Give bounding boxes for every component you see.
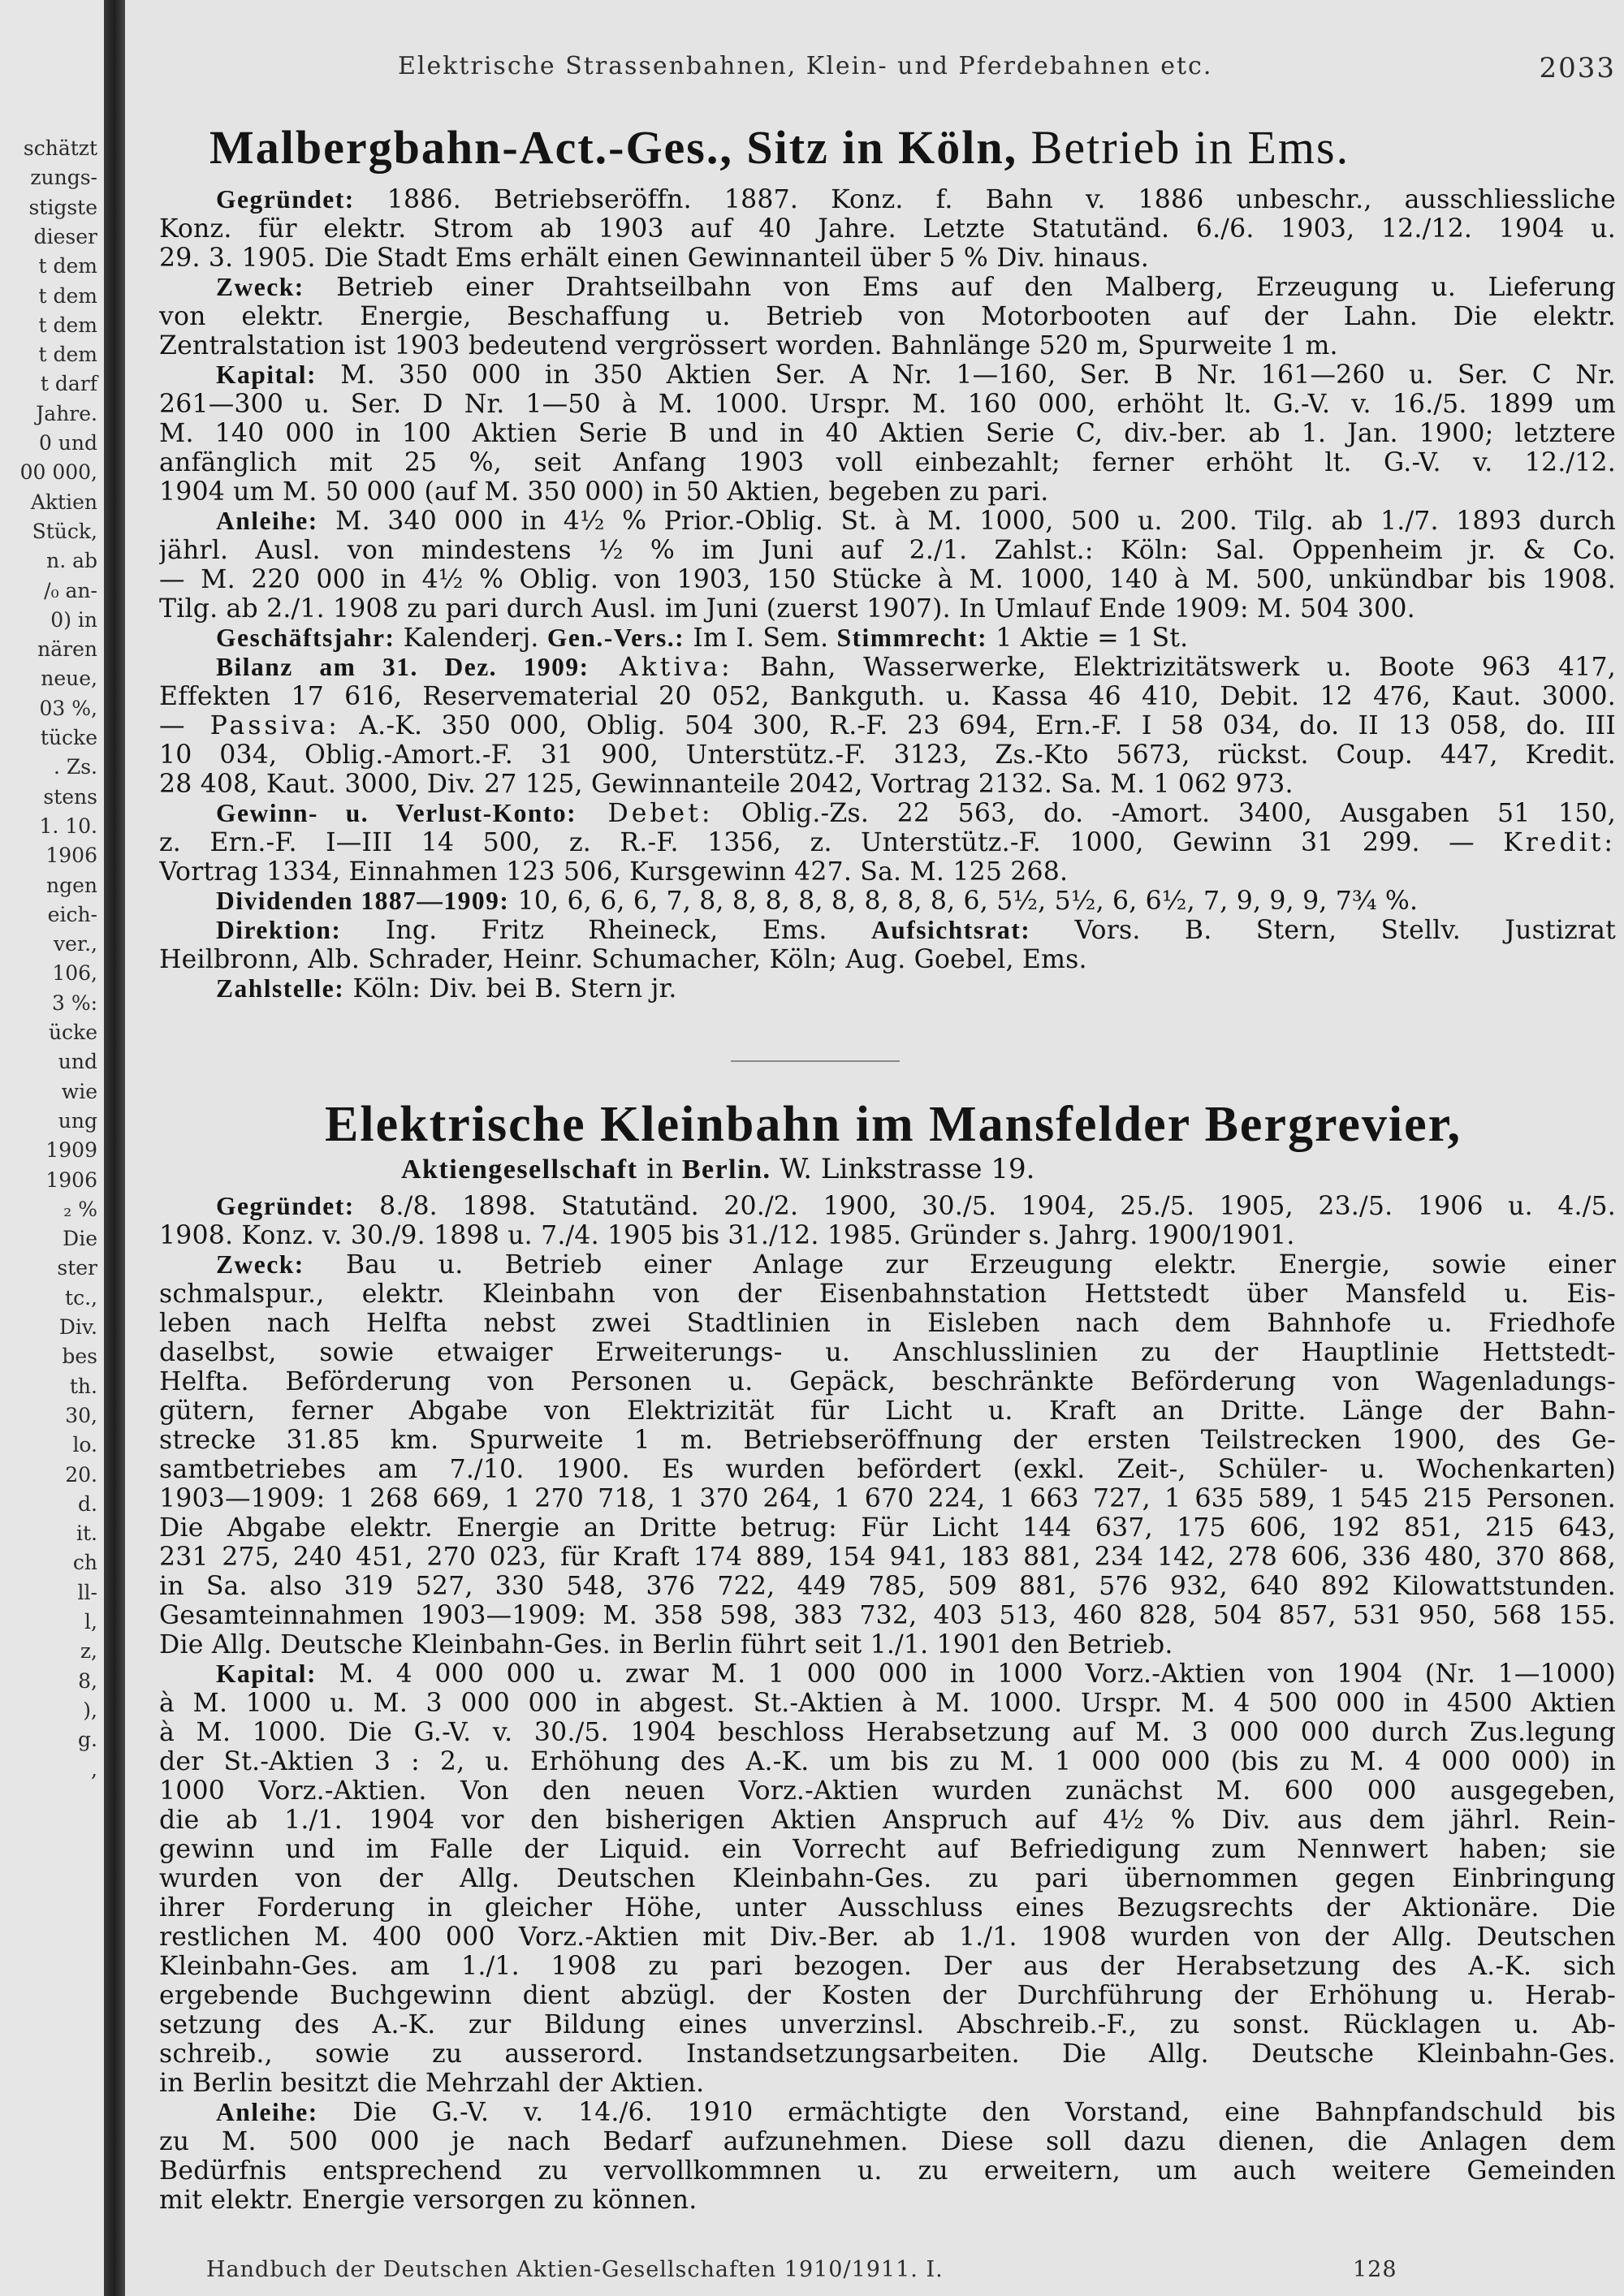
- text-line: [159, 1776, 1616, 1806]
- margin-fragment: Aktien: [30, 490, 97, 514]
- line-text: mit elektr. Energie versorgen zu können.: [159, 2186, 698, 2215]
- text-line: [159, 1952, 1616, 1981]
- line-text: in Sa. also 319 527, 330 548, 376 722, 449 785, 509 881, 576 932, 640 892 Kilowattstunden.: [159, 1572, 1616, 1601]
- margin-fragment: stigste: [28, 195, 97, 219]
- margin-fragment: ster: [57, 1256, 97, 1280]
- margin-fragment: ,: [91, 1757, 97, 1781]
- text-line: [159, 1981, 1616, 2010]
- margin-fragment: 1906: [45, 1167, 97, 1192]
- line-text: Tilg. ab 2./1. 1908 zu pari durch Ausl. im Juni (zuerst 1907). In Umlauf Ende 1909: M. 504 300.: [159, 594, 1415, 624]
- running-head-title: Elektrische Strassenbahnen, Klein- und Pferdebahnen etc.: [398, 52, 1213, 80]
- company2-subtitle-city: Berlin.: [681, 1154, 771, 1185]
- text-line: [159, 1923, 1616, 1952]
- margin-fragment: Stück,: [32, 519, 97, 543]
- entry-keyword: Aufsichtsrat:: [870, 916, 1031, 944]
- margin-fragment: 1. 10.: [39, 814, 97, 838]
- company1-title-light: Betrieb in Ems.: [1030, 121, 1350, 174]
- line-text: in Berlin besitzt die Mehrzahl der Aktien.: [159, 2069, 705, 2098]
- text-line: [159, 1718, 1616, 1747]
- company2-subtitle-mid: in: [637, 1153, 682, 1185]
- text-line: [159, 857, 1616, 887]
- text-line: [159, 419, 1616, 448]
- left-margin-previous-page: [0, 0, 104, 2296]
- entry-keyword: Geschäftsjahr:: [216, 624, 395, 652]
- line-text: M. 340 000 in 4½ % Prior.-Oblig. St. à M. 1000, 500 u. 200. Tilg. ab 1./7. 1893 durch: [317, 507, 1616, 536]
- text-line: [159, 1601, 1616, 1630]
- text-line: [159, 682, 1616, 711]
- line-text: jährl. Ausl. von mindestens ½ % im Juni auf 2./1. Zahlst.: Köln: Sal. Oppenheim jr. & Co.: [159, 536, 1616, 565]
- margin-fragment: 8,: [78, 1668, 97, 1693]
- company2-subtitle-company-form: Aktiengesellschaft: [401, 1154, 638, 1185]
- line-text: Kalenderj.: [395, 624, 547, 653]
- text-line: [159, 331, 1616, 360]
- spaced-heading: Kredit:: [1503, 828, 1616, 857]
- line-text: 8./8. 1898. Statutänd. 20./2. 1900, 30./5. 1904, 25./5. 1905, 23./5. 1906 u. 4./5.: [354, 1192, 1616, 1221]
- line-text: 1000 Vorz.-Aktien. Von den neuen Vorz.-Aktien wurden zunächst M. 600 000 ausgegeben,: [159, 1776, 1616, 1806]
- section-divider: [731, 1060, 900, 1062]
- margin-fragment: Die: [63, 1227, 97, 1251]
- margin-fragment: z,: [80, 1639, 97, 1664]
- text-line: [159, 1280, 1616, 1309]
- margin-fragment: Div.: [58, 1315, 97, 1339]
- margin-fragment: ngen: [45, 873, 97, 897]
- line-text: Heilbronn, Alb. Schrader, Heinr. Schumacher, Köln; Aug. Goebel, Ems.: [159, 945, 1087, 974]
- line-text: ergebende Buchgewinn dient abzügl. der Kosten der Durchführung der Erhöhung u. Herab-: [159, 1981, 1616, 2010]
- line-text: samtbetriebes am 7./10. 1900. Es wurden befördert (exkl. Zeit-, Schüler- u. Wochenkarten): [159, 1455, 1616, 1484]
- line-text: 1886. Betriebseröffn. 1887. Konz. f. Bahn v. 1886 unbeschr., ausschliessliche: [354, 185, 1616, 214]
- company2-subtitle: [401, 1153, 1457, 1185]
- text-line: [159, 974, 1616, 1003]
- line-text: Bau u. Betrieb einer Anlage zur Erzeugung elektr. Energie, sowie einer: [304, 1250, 1616, 1280]
- line-text: Die G.-V. v. 14./6. 1910 ermächtigte den Vorstand, eine Bahnpfandschuld bis: [317, 2098, 1616, 2127]
- line-text: 29. 3. 1905. Die Stadt Ems erhält einen Gewinnanteil über 5 % Div. hinaus.: [159, 244, 1149, 273]
- margin-fragment: tücke: [40, 726, 97, 749]
- margin-fragment: und: [58, 1050, 97, 1074]
- line-text: 261—300 u. Ser. D Nr. 1—50 à M. 1000. Urspr. M. 160 000, erhöht lt. G.-V. v. 16./5. 1899 um: [159, 390, 1616, 419]
- margin-fragment: lo.: [72, 1433, 97, 1457]
- text-line: [159, 1893, 1616, 1923]
- text-line: [159, 1426, 1616, 1455]
- line-text: 10, 6, 6, 6, 7, 8, 8, 8, 8, 8, 8, 8, 8, 6, 5½, 5½, 6, 6½, 7, 9, 9, 9, 7¾ %.: [509, 887, 1419, 916]
- text-line: [159, 536, 1616, 565]
- margin-fragment: 30,: [65, 1403, 97, 1427]
- text-line: [159, 711, 1616, 740]
- text-line: [159, 1250, 1616, 1280]
- line-text: schreib., sowie zu ausserord. Instandsetzungsarbeiten. Die Allg. Deutsche Kleinbahn-Ges.: [159, 2039, 1616, 2069]
- margin-fragment: dieser: [33, 224, 97, 248]
- line-text: Konz. für elektr. Strom ab 1903 auf 40 Jahre. Letzte Statutänd. 6./6. 1903, 12./12. 1904 u.: [159, 214, 1616, 244]
- line-text: Helfta. Beförderung von Personen u. Gepäck, beschränkte Beförderung von Wagenladungs-: [159, 1367, 1616, 1396]
- text-line: [159, 1338, 1616, 1367]
- line-text: Ing. Fritz Rheineck, Ems.: [341, 916, 871, 945]
- margin-fragment: 1909: [45, 1138, 97, 1163]
- text-line: [159, 1543, 1616, 1572]
- text-line: [159, 507, 1616, 536]
- line-text: Gesamteinnahmen 1903—1909: M. 358 598, 383 732, 403 513, 460 828, 504 857, 531 950, 568 155.: [159, 1601, 1616, 1630]
- line-text: Bedürfnis entsprechend zu vervollkommnen u. zu erweitern, um auch weitere Gemeinden: [159, 2156, 1616, 2186]
- margin-fragment: n. ab: [46, 549, 97, 573]
- entry-keyword: Gegründet:: [216, 1192, 355, 1220]
- text-line: [159, 302, 1616, 331]
- line-text: Die Allg. Deutsche Kleinbahn-Ges. in Berlin führt seit 1./1. 1901 den Betrieb.: [159, 1630, 1173, 1659]
- line-text: zu M. 500 000 je nach Bedarf aufzunehmen. Diese soll dazu dienen, die Anlagen dem: [159, 2127, 1616, 2156]
- spaced-heading: Debet:: [577, 799, 714, 828]
- line-text: 1908. Konz. v. 30./9. 1898 u. 7./4. 1905 bis 31./12. 1985. Gründer s. Jahrg. 1900/1901.: [159, 1221, 1295, 1250]
- text-line: [159, 1806, 1616, 1835]
- line-text: à M. 1000. Die G.-V. v. 30./5. 1904 beschloss Herabsetzung auf M. 3 000 000 durch Zus.legung: [159, 1718, 1616, 1747]
- margin-fragment: bes: [62, 1344, 97, 1369]
- margin-fragment: ung: [58, 1108, 97, 1133]
- line-text: M. 140 000 in 100 Aktien Serie B und in 40 Aktien Serie C, div.-ber. ab 1. Jan. 1900; letztere: [159, 419, 1616, 448]
- line-text: wurden von der Allg. Deutschen Kleinbahn-Ges. zu pari übernommen gegen Einbringung: [159, 1864, 1616, 1893]
- entry-keyword: Dividenden 1887—1909:: [216, 887, 510, 915]
- line-text: Bahn, Wasserwerke, Elektrizitätswerk u. Boote 963 417,: [732, 653, 1616, 682]
- text-line: [159, 2098, 1616, 2127]
- text-line: [159, 1864, 1616, 1893]
- entry-keyword: Stimmrecht:: [836, 624, 988, 652]
- line-text: 28 408, Kaut. 3000, Div. 27 125, Gewinnanteile 2042, Vortrag 2132. Sa. M. 1 062 973.: [159, 770, 1294, 799]
- text-line: [159, 1572, 1616, 1601]
- margin-fragment: wie: [61, 1079, 97, 1103]
- line-text: z. Ern.-F. I—III 14 500, z. R.-F. 1356, z. Unterstütz.-F. 1000, Gewinn 31 299. —: [159, 828, 1504, 857]
- entry-keyword: Anleihe:: [216, 507, 318, 535]
- text-line: [159, 653, 1616, 682]
- margin-fragment: 106,: [52, 961, 97, 986]
- text-line: [159, 1513, 1616, 1543]
- line-text: Oblig.-Zs. 22 563, do. -Amort. 3400, Ausgaben 51 150,: [713, 799, 1616, 828]
- line-text: 231 275, 240 451, 270 023, für Kraft 174 889, 154 941, 183 881, 234 142, 278 606, 336 480, 370 868,: [159, 1543, 1616, 1572]
- margin-fragment: 20.: [65, 1462, 97, 1487]
- entry-keyword: Zweck:: [216, 1250, 304, 1279]
- text-line: [159, 2069, 1616, 2098]
- line-text: Effekten 17 616, Reservematerial 20 052, Bankguth. u. Kassa 46 410, Debit. 12 476, Kaut. 3000.: [159, 682, 1616, 711]
- footer-sheet-number: 128: [1353, 2257, 1397, 2282]
- page-footer: [206, 2257, 1424, 2282]
- margin-fragment: it.: [76, 1521, 97, 1546]
- margin-fragment: /₀ an-: [44, 578, 97, 602]
- margin-fragment: l,: [84, 1610, 97, 1634]
- text-line: [159, 624, 1616, 653]
- margin-fragment: ch: [72, 1551, 97, 1575]
- line-text: M. 4 000 000 u. zwar M. 1 000 000 in 1000 Vorz.-Aktien von 1904 (Nr. 1—1000): [317, 1659, 1616, 1689]
- margin-fragment: d.: [78, 1491, 97, 1516]
- line-text: Kleinbahn-Ges. am 1./1. 1908 zu pari bezogen. Der aus der Herabsetzung des A.-K. sich: [159, 1952, 1616, 1981]
- text-line: [159, 828, 1616, 857]
- line-text: Betrieb einer Drahtseilbahn von Ems auf den Malberg, Erzeugung u. Lieferung: [304, 273, 1616, 302]
- margin-fragment: schätzt: [23, 136, 97, 160]
- margin-fragment: ver.,: [53, 932, 97, 956]
- company1-body: [159, 185, 1616, 1003]
- text-line: [159, 1367, 1616, 1396]
- text-line: [159, 1396, 1616, 1426]
- text-line: [159, 565, 1616, 594]
- margin-fragment: ll-: [77, 1580, 97, 1604]
- line-text: schmalspur., elektr. Kleinbahn von der Eisenbahnstation Hettstedt über Mansfeld u. Eis-: [159, 1280, 1616, 1309]
- book-spine-gutter: [104, 0, 125, 2296]
- margin-fragment: eich-: [47, 902, 97, 926]
- text-line: [159, 1192, 1616, 1221]
- line-text: à M. 1000 u. M. 3 000 000 in abgest. St.-Aktien à M. 1000. Urspr. M. 4 500 000 in 4500 Aktien: [159, 1689, 1616, 1718]
- text-line: [159, 477, 1616, 507]
- company2-title: Elektrische Kleinbahn im Mansfelder Bergrevier,: [325, 1097, 1462, 1152]
- text-line: [159, 185, 1616, 214]
- text-line: [159, 1455, 1616, 1484]
- margin-fragment: 3 %:: [51, 990, 97, 1015]
- margin-fragment: 0 und: [38, 431, 97, 455]
- entry-keyword: Zahlstelle:: [216, 974, 345, 1003]
- margin-fragment: t dem: [38, 313, 97, 337]
- text-line: [159, 1630, 1616, 1659]
- line-text: A.-K. 350 000, Oblig. 504 300, R.-F. 23 694, Ern.-F. I 58 034, do. II 13 058, do. III: [339, 711, 1616, 740]
- line-text: M. 350 000 in 350 Aktien Ser. A Nr. 1—160, Ser. B Nr. 161—260 u. Ser. C Nr.: [317, 360, 1616, 390]
- line-text: Köln: Div. bei B. Stern jr.: [344, 974, 677, 1003]
- margin-fragment: th.: [69, 1374, 97, 1398]
- entry-keyword: Zweck:: [216, 273, 304, 301]
- line-text: gütern, ferner Abgabe von Elektrizität für Licht u. Kraft an Dritte. Länge der Bahn-: [159, 1396, 1616, 1426]
- line-text: 1904 um M. 50 000 (auf M. 350 000) in 50 Aktien, begeben zu pari.: [159, 477, 1049, 507]
- text-line: [159, 740, 1616, 770]
- entry-keyword: Kapital:: [216, 360, 317, 389]
- text-line: [159, 2186, 1616, 2215]
- line-text: gewinn und im Falle der Liquid. ein Vorrecht auf Befriedigung zum Nennwert haben; sie: [159, 1835, 1616, 1864]
- margin-fragment: t dem: [38, 254, 97, 278]
- line-text: 10 034, Oblig.-Amort.-F. 31 900, Unterstütz.-F. 3123, Zs.-Kto 5673, rückst. Coup. 447, Kredit.: [159, 740, 1616, 770]
- entry-keyword: Direktion:: [216, 916, 342, 944]
- margin-fragment: nären: [37, 637, 97, 662]
- text-line: [159, 770, 1616, 799]
- line-text: von elektr. Energie, Beschaffung u. Betrieb von Motorbooten auf der Lahn. Die elektr.: [159, 302, 1616, 331]
- line-text: setzung des A.-K. zur Bildung eines unverzinsl. Abschreib.-F., zu sonst. Rücklagen u. Ab-: [159, 2010, 1616, 2039]
- text-line: [159, 360, 1616, 390]
- margin-fragment: Jahre.: [36, 401, 97, 425]
- margin-fragment: zungs-: [30, 166, 97, 190]
- text-line: [159, 916, 1616, 945]
- entry-keyword: Gegründet:: [216, 185, 355, 214]
- entry-keyword: Anleihe:: [216, 2098, 318, 2126]
- text-line: [159, 1659, 1616, 1689]
- text-line: [159, 1835, 1616, 1864]
- margin-fragment: t dem: [38, 343, 97, 367]
- company1-title-bold: Malbergbahn-Act.-Ges., Sitz in Köln,: [209, 121, 1018, 174]
- text-line: [159, 799, 1616, 828]
- page: [125, 0, 1624, 2296]
- company1-title: [209, 120, 1619, 175]
- text-line: [159, 887, 1616, 916]
- text-line: [159, 448, 1616, 477]
- line-text: leben nach Helfta nebst zwei Stadtlinien in Eisleben nach dem Bahnhofe u. Friedhofe: [159, 1309, 1616, 1338]
- line-text: der St.-Aktien 3 : 2, u. Erhöhung des A.-K. um bis zu M. 1 000 000 (bis zu M. 4 000 000) in: [159, 1747, 1616, 1776]
- text-line: [159, 273, 1616, 302]
- company2-subtitle-address: W. Linkstrasse 19.: [771, 1153, 1035, 1185]
- margin-fragment: t dem: [38, 283, 97, 308]
- text-line: [159, 945, 1616, 974]
- entry-keyword: Gewinn- u. Verlust-Konto:: [216, 799, 577, 827]
- margin-fragment: g.: [78, 1728, 97, 1752]
- line-text: Die Abgabe elektr. Energie an Dritte betrug: Für Licht 144 637, 175 606, 192 851, 215 643,: [159, 1513, 1616, 1543]
- text-line: [159, 1484, 1616, 1513]
- footer-publication: Handbuch der Deutschen Aktien-Gesellschaften 1910/1911. I.: [206, 2257, 944, 2282]
- line-text: 1 Aktie = 1 St.: [987, 624, 1189, 653]
- line-text: — M. 220 000 in 4½ % Oblig. von 1903, 150 Stücke à M. 1000, 140 à M. 500, unkündbar bis 1908.: [159, 565, 1616, 594]
- line-text: restlichen M. 400 000 Vorz.-Aktien mit Div.-Ber. ab 1./1. 1908 wurden von der Allg. Deutschen: [159, 1923, 1616, 1952]
- line-text: Zentralstation ist 1903 bedeutend vergrössert worden. Bahnlänge 520 m, Spurweite 1 m.: [159, 331, 1338, 360]
- entry-keyword: Kapital:: [216, 1659, 317, 1688]
- margin-fragment: neue,: [41, 667, 97, 691]
- line-text: strecke 31.85 km. Spurweite 1 m. Betriebseröffnung der ersten Teilstrecken 1900, des Ge-: [159, 1426, 1616, 1455]
- page-number: 2033: [1539, 52, 1616, 84]
- text-line: [159, 2039, 1616, 2069]
- margin-fragment: 03 %,: [39, 696, 97, 720]
- line-text: Vors. B. Stern, Stellv. Justizrat: [1030, 916, 1616, 945]
- running-head: [398, 52, 1616, 84]
- line-text: anfänglich mit 25 %, seit Anfang 1903 voll einbezahlt; ferner erhöht lt. G.-V. v. 12./12.: [159, 448, 1616, 477]
- entry-keyword: Gen.-Vers.:: [546, 624, 685, 652]
- text-line: [159, 2156, 1616, 2186]
- text-line: [159, 390, 1616, 419]
- line-text: Im I. Sem.: [685, 624, 837, 653]
- line-text: 1903—1909: 1 268 669, 1 270 718, 1 370 264, 1 670 224, 1 663 727, 1 635 589, 1 545 215 Personen.: [159, 1484, 1616, 1513]
- text-line: [159, 214, 1616, 244]
- margin-fragment: ₂ %: [63, 1197, 97, 1221]
- text-line: [159, 1689, 1616, 1718]
- text-line: [159, 1309, 1616, 1338]
- margin-fragment: t darf: [40, 372, 97, 396]
- margin-fragment: 0) in: [50, 607, 97, 632]
- text-line: [159, 2010, 1616, 2039]
- margin-fragment: ),: [83, 1698, 97, 1722]
- entry-keyword: Bilanz am 31. Dez. 1909:: [216, 653, 590, 681]
- spaced-heading: — Passiva:: [159, 711, 340, 740]
- margin-fragment: 00 000,: [19, 460, 97, 485]
- margin-fragment: 1906: [45, 844, 97, 868]
- line-text: daselbst, sowie etwaiger Erweiterungs- u. Anschlusslinien zu der Hauptlinie Hettstedt-: [159, 1338, 1616, 1367]
- text-line: [159, 1747, 1616, 1776]
- margin-fragment: tc.,: [65, 1285, 97, 1310]
- text-line: [159, 244, 1616, 273]
- line-text: die ab 1./1. 1904 vor den bisherigen Aktien Anspruch auf 4½ % Div. aus dem jährl. Rein-: [159, 1806, 1616, 1835]
- margin-fragment: ücke: [48, 1021, 97, 1044]
- line-text: Vortrag 1334, Einnahmen 123 506, Kursgewinn 427. Sa. M. 125 268.: [159, 857, 1069, 887]
- line-text: ihrer Forderung in gleicher Höhe, unter Ausschluss eines Bezugsrechts der Aktionäre. Die: [159, 1893, 1616, 1923]
- text-line: [159, 1221, 1616, 1250]
- company2-body: [159, 1192, 1616, 2215]
- margin-fragment: stens: [43, 784, 97, 809]
- text-line: [159, 594, 1616, 624]
- margin-fragment: . Zs.: [53, 755, 97, 779]
- text-line: [159, 2127, 1616, 2156]
- spaced-heading: Aktiva:: [589, 653, 733, 682]
